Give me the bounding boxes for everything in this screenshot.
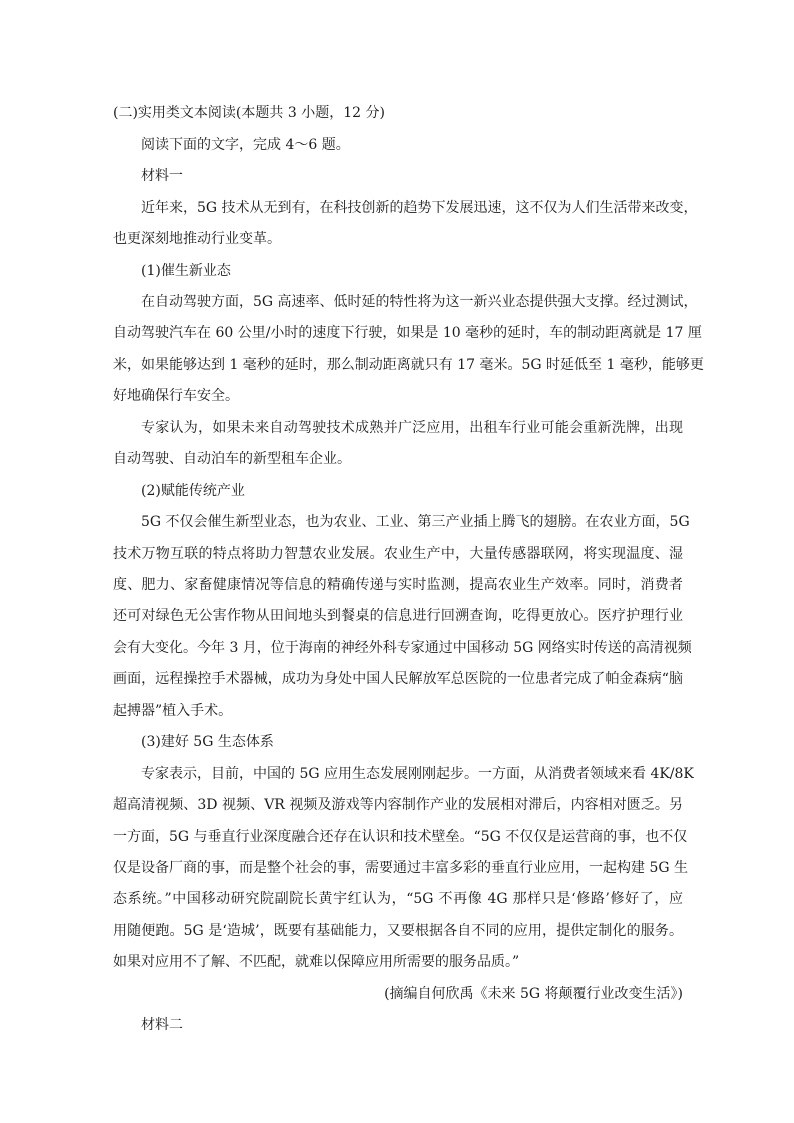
paragraph-line: 用随便跑。5G 是‘造城’，既要有基础能力，又要根据各自不同的应用，提供定制化的服务。: [113, 923, 683, 939]
material2-heading: 材料二: [141, 1017, 183, 1033]
paragraph-line: 会有大变化。今年 3 月，位于海南的神经外科专家通过中国移动 5G 网络实时传送的高清视频: [113, 640, 692, 656]
paragraph-line: 自动驾驶、自动泊车的新型租车企业。: [113, 451, 351, 467]
subsection-title: (3)建好 5G 生态体系: [141, 734, 274, 750]
subsection-title: (2)赋能传统产业: [141, 483, 245, 499]
paragraph-line: 还可对绿色无公害作物从田间地头到餐桌的信息进行回溯查询，吃得更放心。医疗护理行业: [113, 608, 683, 624]
paragraph-line: 仅是设备厂商的事，而是整个社会的事，需要通过丰富多彩的垂直行业应用，一起构建 5G 生: [113, 860, 688, 876]
material1-intro-line: 也更深刻地推动行业变革。: [113, 231, 281, 247]
paragraph-line: 5G 不仅会催生新型业态，也为农业、工业、第三产业插上腾飞的翅膀。在农业方面，5G: [141, 514, 690, 530]
paragraph-line: 技术万物互联的特点将助力智慧农业发展。农业生产中，大量传感器联网，将实现温度、湿: [113, 546, 683, 562]
paragraph-line: 度、肥力、家畜健康情况等信息的精确传递与实时监测，提高农业生产效率。同时，消费者: [113, 577, 683, 593]
section-title: (二)实用类文本阅读(本题共 3 小题，12 分): [113, 105, 385, 121]
paragraph-line: 专家认为，如果未来自动驾驶技术成熟并广泛应用，出租车行业可能会重新洗牌，出现: [141, 420, 683, 436]
subsection-title: (1)催生新业态: [141, 263, 231, 279]
paragraph-line: 米，如果能够达到 1 毫秒的延时，那么制动距离就只有 17 毫米。5G 时延低至 1 毫秒，能够更: [113, 357, 704, 373]
paragraph-line: 起搏器”植入手术。: [113, 703, 233, 719]
paragraph-line: 超高清视频、3D 视频、VR 视频及游戏等内容制作产业的发展相对滞后，内容相对匮乏。另: [113, 797, 683, 813]
source-citation: (摘编自何欣禹《未来 5G 将颠覆行业改变生活》): [384, 986, 683, 1002]
paragraph-line: 自动驾驶汽车在 60 公里/小时的速度下行驶，如果是 10 毫秒的延时，车的制动距离就是 17 厘: [113, 325, 702, 341]
paragraph-line: 如果对应用不了解、不匹配，就难以保障应用所需要的服务品质。”: [113, 954, 520, 970]
paragraph-line: 一方面，5G 与垂直行业深度融合还存在认识和技术壁垒。“5G 不仅仅是运营商的事，也不仅: [113, 829, 688, 845]
paragraph-line: 好地确保行车安全。: [113, 388, 239, 404]
paragraph-line: 态系统。”中国移动研究院副院长黄宇红认为，“5G 不再像 4G 那样只是‘修路’修好了，应: [113, 891, 683, 907]
reading-instruction: 阅读下面的文字，完成 4～6 题。: [141, 137, 350, 153]
material1-intro-line: 近年来，5G 技术从无到有，在科技创新的趋势下发展迅速，这不仅为人们生活带来改变，: [141, 200, 698, 216]
paragraph-line: 画面，远程操控手术器械，成功为身处中国人民解放军总医院的一位患者完成了帕金森病“脑: [113, 671, 683, 687]
paragraph-line: 专家表示，目前，中国的 5G 应用生态发展刚刚起步。一方面，从消费者领域来看 4K/8K: [141, 766, 694, 782]
paragraph-line: 在自动驾驶方面，5G 高速率、低时延的特性将为这一新兴业态提供强大支撑。经过测试，: [141, 294, 698, 310]
material1-heading: 材料一: [141, 168, 183, 184]
